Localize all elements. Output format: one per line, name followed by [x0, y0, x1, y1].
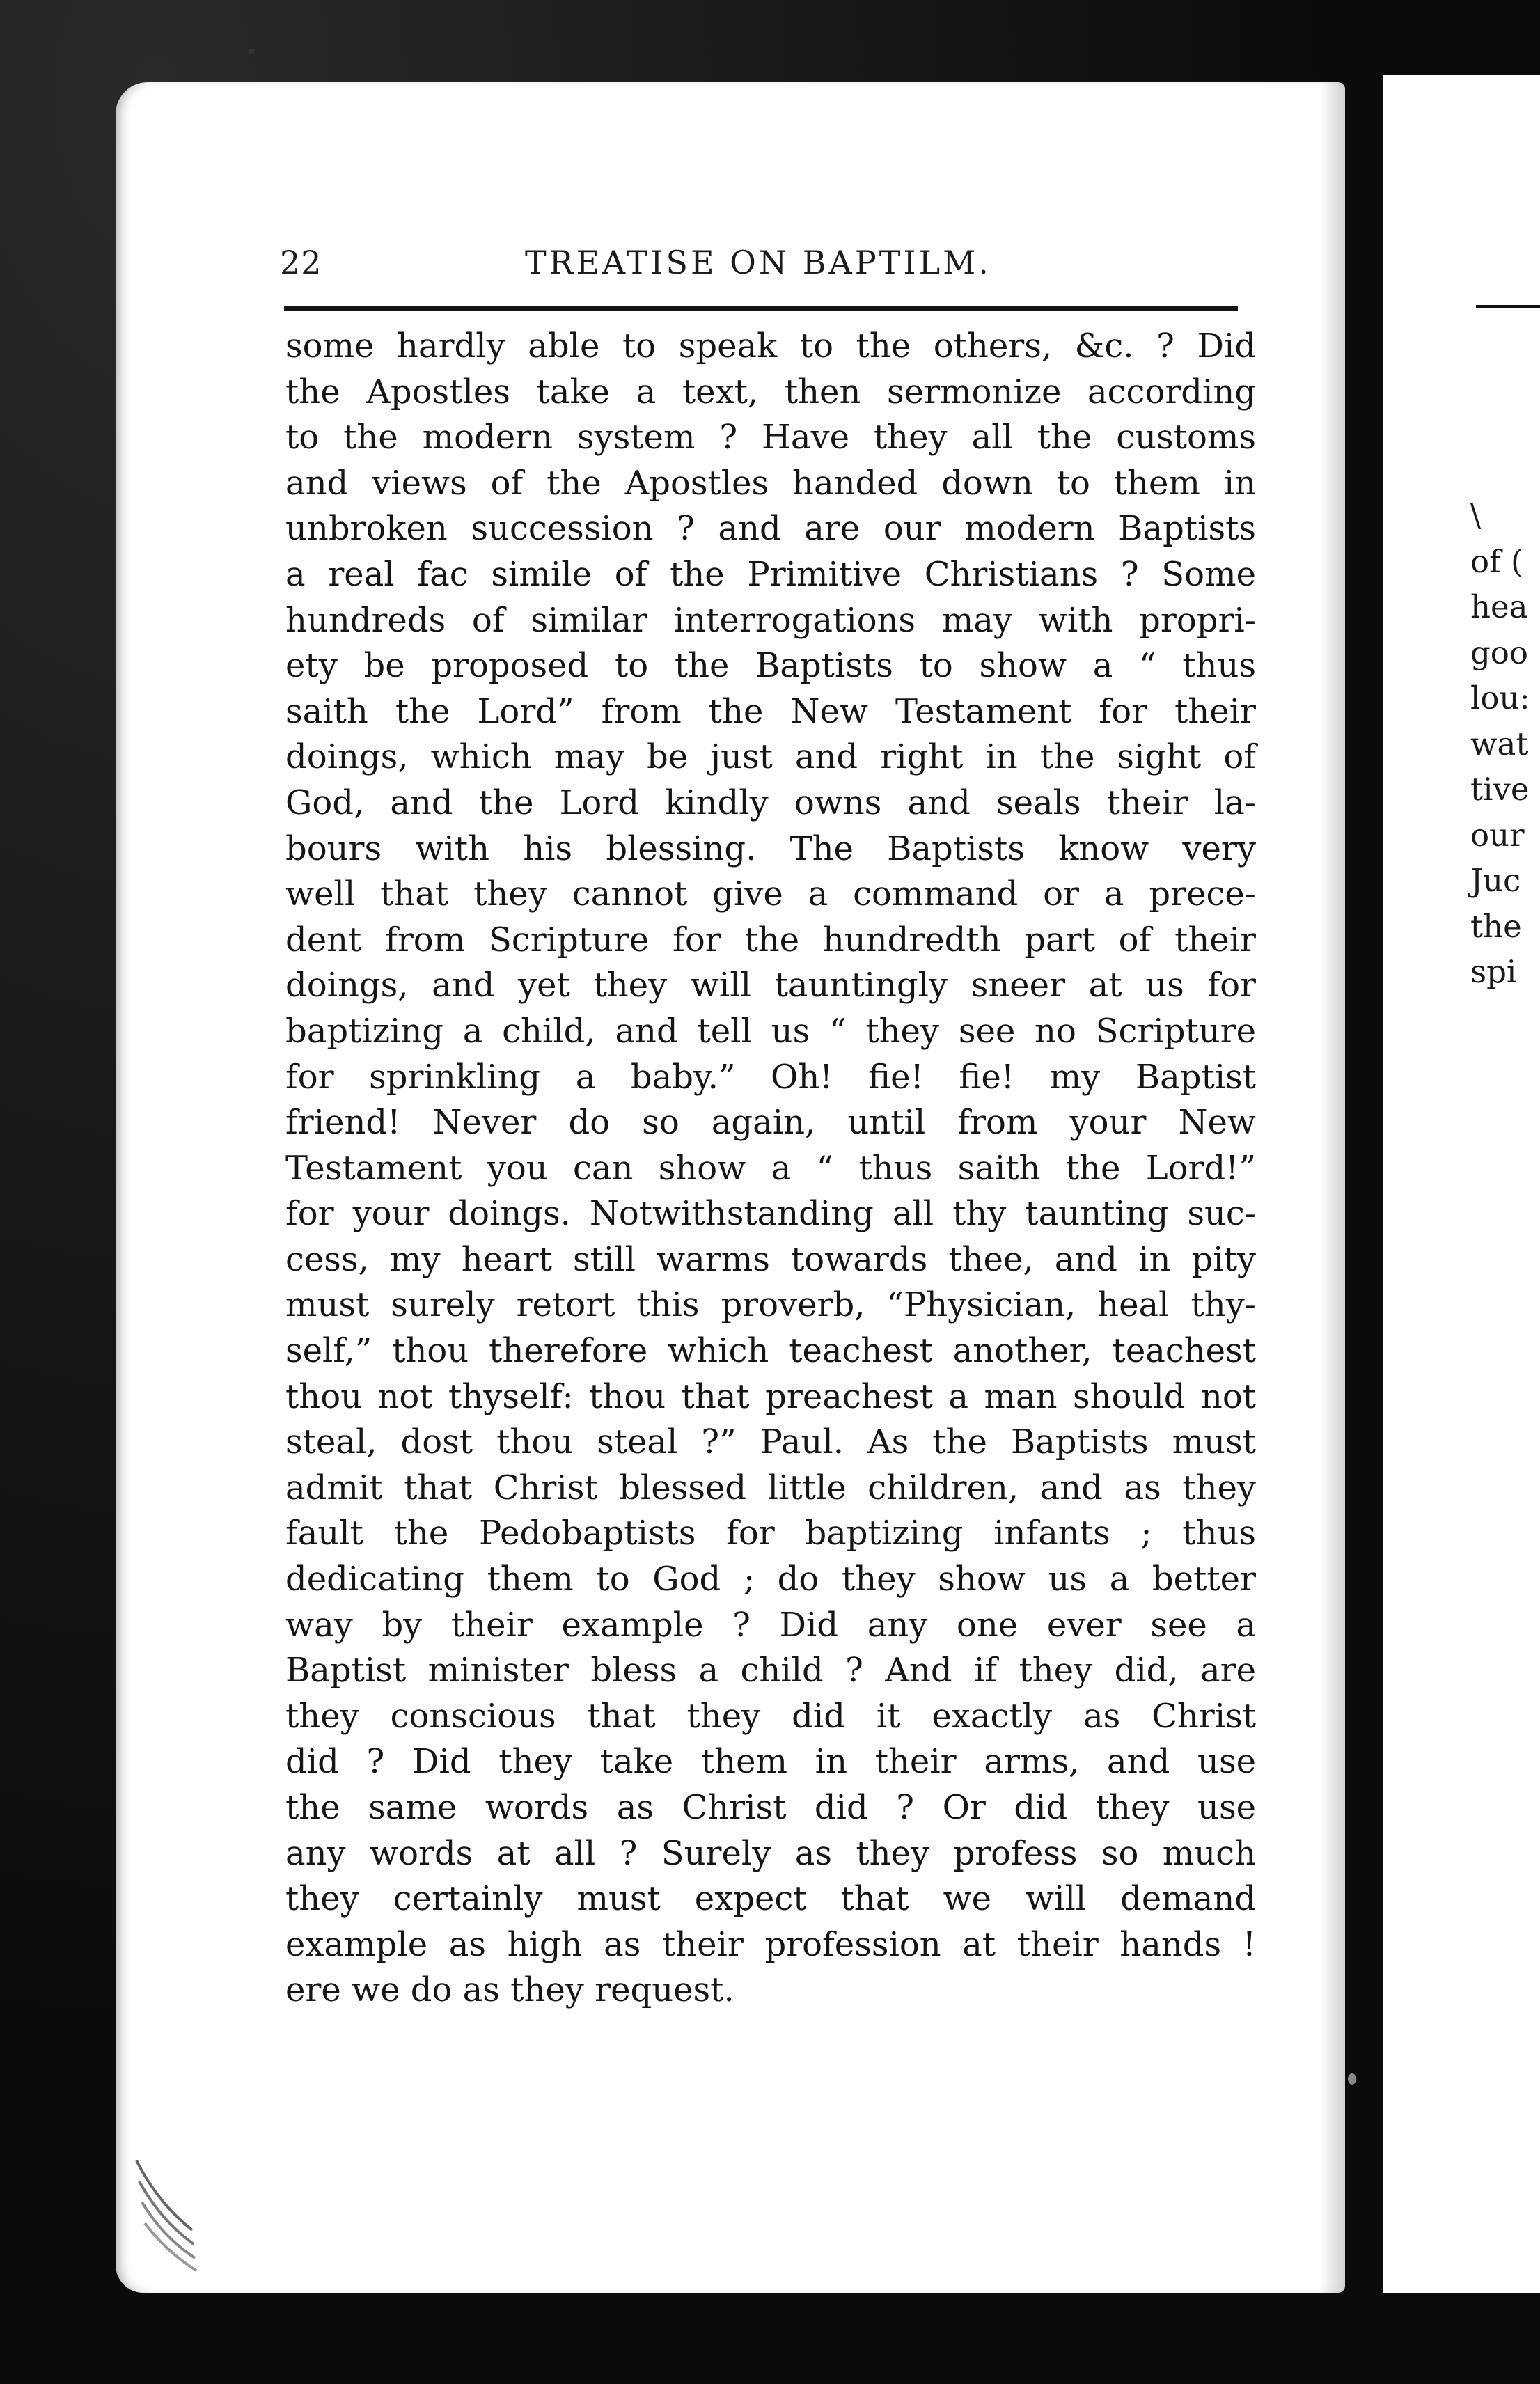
text-line: admit that Christ blessed little children, and as they	[285, 1468, 1256, 1507]
text-line: thou not thyself: thou that preachest a man should not	[285, 1377, 1256, 1416]
text-line: self,” thou therefore which teachest another, teachest	[285, 1331, 1256, 1371]
text-line: well that they cannot give a command or a prece-	[285, 875, 1256, 914]
header-rule	[284, 306, 1238, 311]
running-head	[280, 240, 1241, 288]
text-line: did ? Did they take them in their arms, and use	[285, 1742, 1256, 1782]
fragment-line: wat	[1470, 725, 1529, 762]
fragment-line: hea	[1470, 588, 1528, 625]
text-line: fault the Pedobaptists for baptizing infants ; thus	[285, 1514, 1256, 1553]
fragment-line: spi	[1470, 953, 1517, 990]
text-line: unbroken succession ? and are our modern Baptists	[285, 509, 1256, 549]
text-line: for your doings. Notwithstanding all thy taunting suc-	[285, 1194, 1256, 1234]
text-line: example as high as their profession at their hands !	[285, 1924, 1256, 1964]
text-line: bours with his blessing. The Baptists know very	[285, 829, 1256, 868]
text-line: for sprinkling a baby.” Oh! fie! fie! my Baptist	[285, 1057, 1256, 1097]
fragment-line: the	[1470, 907, 1522, 945]
text-line: way by their example ? Did any one ever see a	[285, 1605, 1256, 1645]
body-text	[285, 324, 1256, 2014]
text-line: doings, and yet they will tauntingly sneer at us for	[285, 966, 1256, 1005]
dust-speck	[1348, 2073, 1356, 2085]
text-line: baptizing a child, and tell us “ they see no Scripture	[285, 1011, 1256, 1051]
right-page-edge	[1383, 75, 1540, 2293]
text-line: ere we do as they request.	[285, 1970, 734, 2010]
text-line: a real fac simile of the Primitive Christians ? Some	[285, 554, 1256, 594]
text-line: must surely retort this proverb, “Physician, heal thy-	[285, 1285, 1256, 1325]
text-line: and views of the Apostles handed down to them in	[285, 463, 1256, 503]
fragment-line: tive	[1470, 771, 1530, 808]
fragment-line: goo	[1470, 634, 1528, 671]
text-line: God, and the Lord kindly owns and seals their la-	[285, 783, 1256, 822]
text-line: the Apostles take a text, then sermonize according	[285, 372, 1256, 411]
right-page-text-fragments	[1470, 493, 1530, 995]
fragment-line: our	[1470, 816, 1525, 854]
text-line: dent from Scripture for the hundredth part of their	[285, 920, 1256, 959]
text-line: ety be proposed to the Baptists to show a “ thus	[285, 646, 1256, 686]
text-line: they conscious that they did it exactly as Christ	[285, 1696, 1256, 1736]
text-line: cess, my heart still warms towards thee, and in pity	[285, 1239, 1256, 1279]
worn-corner-graphic	[129, 2147, 206, 2279]
text-line: they certainly must expect that we will demand	[285, 1879, 1256, 1919]
running-title: TREATISE ON BAPTILM.	[525, 244, 991, 281]
text-line: the same words as Christ did ? Or did they use	[285, 1788, 1256, 1827]
text-line: hundreds of similar interrogations may with propri-	[285, 600, 1256, 640]
text-line: some hardly able to speak to the others, &c. ? Did	[285, 327, 1256, 366]
text-line: any words at all ? Surely as they profess so much	[285, 1833, 1256, 1873]
text-line: friend! Never do so again, until from your New	[285, 1103, 1256, 1143]
spine-shadow	[1320, 82, 1345, 2293]
dust-speck	[248, 49, 255, 54]
right-page-head-rule	[1476, 305, 1540, 308]
fragment-line: \	[1470, 497, 1482, 534]
text-line: dedicating them to God ; do they show us a better	[285, 1560, 1256, 1599]
fragment-line: Juc	[1470, 862, 1521, 899]
text-line: Testament you can show a “ thus saith the Lord!”	[285, 1148, 1256, 1188]
text-line: to the modern system ? Have they all the customs	[285, 418, 1256, 457]
page-number: 22	[280, 244, 322, 281]
text-line: steal, dost thou steal ?” Paul. As the Baptists must	[285, 1422, 1256, 1462]
text-line: Baptist minister bless a child ? And if they did, are	[285, 1651, 1256, 1691]
fragment-line: lou:	[1470, 680, 1530, 716]
fragment-line: of (	[1470, 542, 1523, 580]
text-line: doings, which may be just and right in the sight of	[285, 737, 1256, 777]
text-line: saith the Lord” from the New Testament for their	[285, 691, 1256, 731]
